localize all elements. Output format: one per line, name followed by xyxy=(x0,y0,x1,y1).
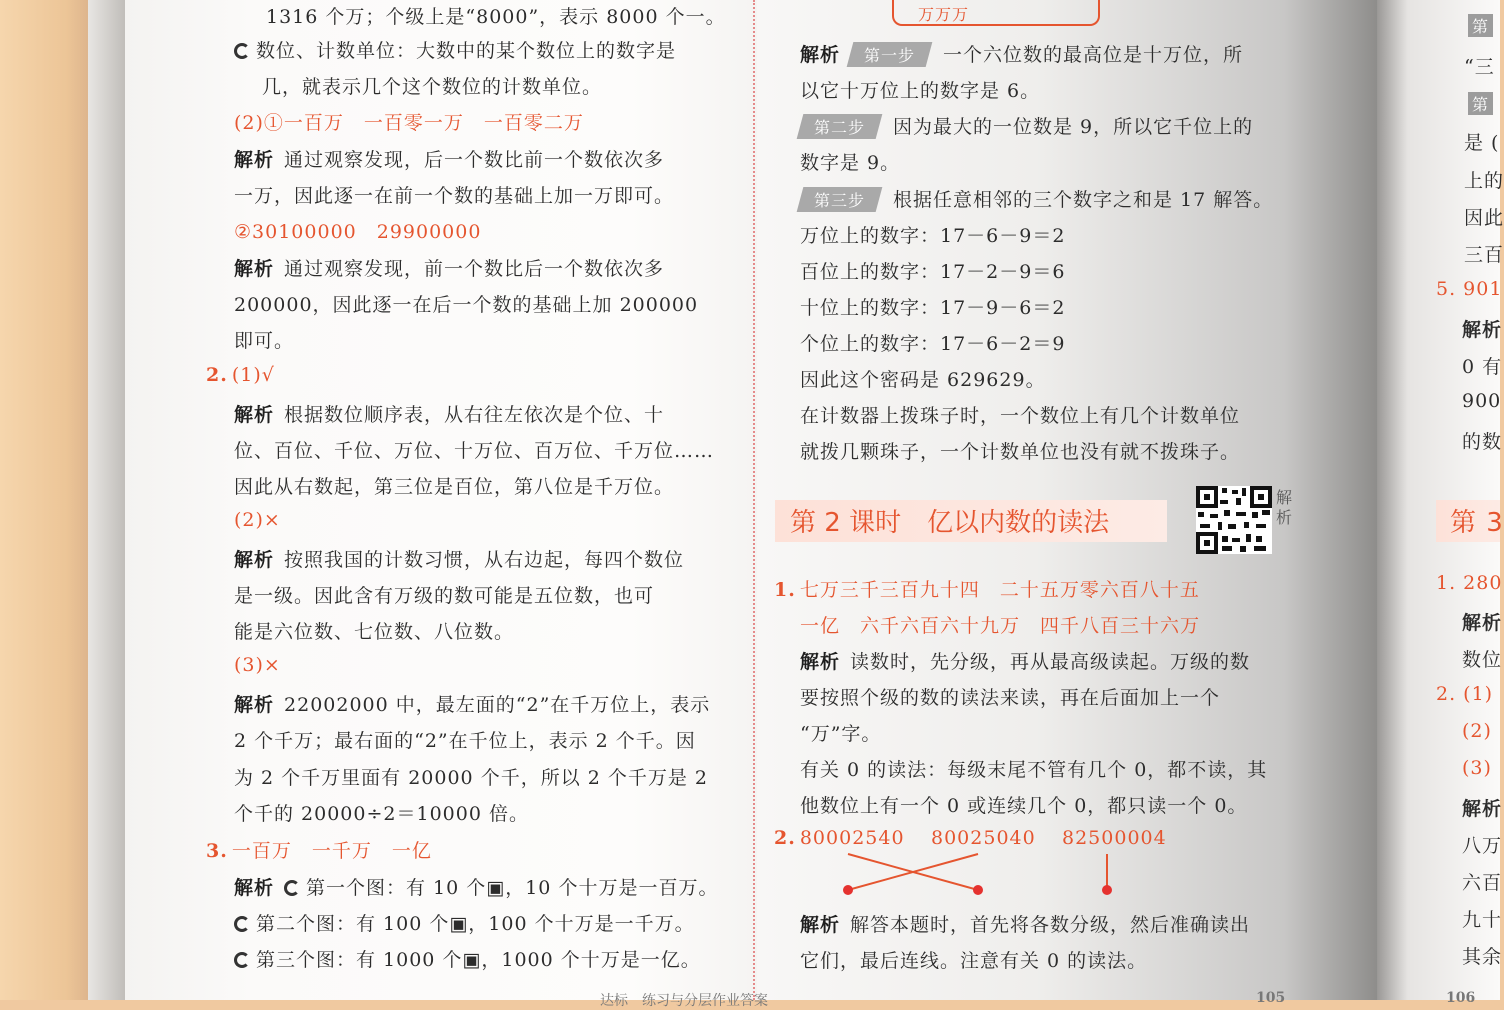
answer-1-2-1: (2)①一百万 一百零一万 一百零二万 xyxy=(234,112,584,134)
right-analysis-label-2: 解析 xyxy=(1462,612,1503,634)
right-line-7: 三百 xyxy=(1464,244,1504,266)
right-answer-2-1: 2. (1) xyxy=(1436,683,1494,705)
number-option-3: 82500004 xyxy=(1062,827,1167,849)
analysis-2-3-a xyxy=(234,690,710,717)
right-line-4: 是 ( xyxy=(1464,132,1500,154)
note-line-b: 就拨几颗珠子，一个计数单位也没有就不拨珠子。 xyxy=(800,441,1241,463)
question-2-answer-1 xyxy=(206,364,275,386)
qr-code-icon[interactable] xyxy=(1196,486,1272,554)
book-edge xyxy=(88,0,128,1000)
calc-line-1: 万位上的数字：17－6－9＝2 xyxy=(800,225,1066,247)
qr-label: 解析 xyxy=(1275,488,1292,527)
right-line-11: 900 xyxy=(1462,390,1502,412)
analysis-label: 解析 xyxy=(234,258,275,280)
right-line-21: 八万 xyxy=(1462,835,1503,857)
practice-2-analysis-b: 它们，最后连线。注意有关 0 的读法。 xyxy=(800,950,1148,972)
cycle-icon xyxy=(284,880,300,896)
cycle-icon xyxy=(234,916,250,932)
analysis-2-1-c: 因此从右数起，第三位是百位，第八位是千万位。 xyxy=(234,476,675,498)
right-line-22: 六百 xyxy=(1462,872,1503,894)
analysis-label: 解析 xyxy=(234,149,275,171)
step-1-text: 一个六位数的最高位是十万位，所 xyxy=(943,44,1244,66)
right-analysis-label-1: 解析 xyxy=(1462,319,1503,341)
practice-2-analysis-a xyxy=(800,910,1250,937)
step-2-line-b: 数字是 9。 xyxy=(800,152,901,174)
analysis-text: 通过观察发现，前一个数比后一个数依次多 xyxy=(284,258,665,280)
number-option-2: 80025040 xyxy=(931,827,1036,849)
answer-text: (1)√ xyxy=(231,364,275,386)
question-number: 2. xyxy=(774,827,796,849)
analysis-label: 解析 xyxy=(800,44,841,66)
concept-line-a xyxy=(234,36,676,63)
answer-text: 一百万 一千万 一亿 xyxy=(231,840,432,862)
right-line-24: 其余 xyxy=(1462,946,1503,968)
analysis-1-2-2-a xyxy=(234,254,664,281)
analysis-text: 按照我国的计数习惯，从右边起，每四个数位 xyxy=(284,549,685,571)
matching-lines xyxy=(830,850,1130,900)
number-option-1: 80002540 xyxy=(799,827,905,849)
step-1-badge xyxy=(847,42,933,67)
practice-1-answer-b: 一亿 六千六百六十九万 四千八百三十六万 xyxy=(800,615,1201,637)
right-answer-1: 1. 280 xyxy=(1436,572,1503,594)
analysis-2-3-c: 为 2 个千万里面有 20000 个千，所以 2 个千万是 2 xyxy=(234,767,708,789)
step-1-line-b: 以它十万位上的数字是 6。 xyxy=(800,80,1041,102)
calc-line-4: 个位上的数字：17－6－2＝9 xyxy=(800,333,1066,355)
analysis-label: 解析 xyxy=(234,404,275,426)
left-line-1: 1316 个万；个级上是“8000”，表示 8000 个一。 xyxy=(266,6,726,28)
answer-text: 七万三千三百九十四 二十五万零六百八十五 xyxy=(799,579,1200,601)
page-number-right: 106 xyxy=(1446,990,1476,1006)
right-line-6: 因此 xyxy=(1464,207,1504,229)
step-3-text: 根据任意相邻的三个数字之和是 17 解答。 xyxy=(893,189,1274,211)
analysis-label: 解析 xyxy=(800,651,841,673)
analysis-text: 通过观察发现，后一个数比前一个数依次多 xyxy=(284,149,665,171)
practice-1-analysis-d: 有关 0 的读法：每级末尾不管有几个 0，都不读，其 xyxy=(800,759,1268,781)
step-2-text: 因为最大的一位数是 9，所以它千位上的 xyxy=(893,116,1254,138)
practice-1-analysis-e: 他数位上有一个 0 或连续几个 0，都只读一个 0。 xyxy=(800,795,1248,817)
analysis-text: 22002000 中，最左面的“2”在千万位上，表示 xyxy=(284,694,711,716)
right-line-2: “三 xyxy=(1464,56,1495,78)
step-2-line-a xyxy=(800,112,1253,139)
step-3-label: 第三步 xyxy=(814,191,866,210)
step-3-line xyxy=(800,185,1273,212)
answer-2-2: (2)× xyxy=(234,509,281,531)
question-number: 1. xyxy=(774,579,796,601)
calc-line-2: 百位上的数字：17－2－9＝6 xyxy=(800,261,1066,283)
analysis-label: 解析 xyxy=(234,549,275,571)
analysis-text: 第三个图：有 1000 个▣，1000 个十万是一亿。 xyxy=(256,949,701,971)
right-answer-2-3: (3) xyxy=(1462,757,1492,779)
practice-1-analysis-a xyxy=(800,647,1250,674)
analysis-3-b xyxy=(234,909,695,936)
practice-1-analysis-c: “万”字。 xyxy=(800,723,882,745)
analysis-2-1-b: 位、百位、千位、万位、十万位、百万位、千万位…… xyxy=(234,440,715,462)
step-3-badge xyxy=(797,187,883,212)
analysis-3-c xyxy=(234,945,701,972)
practice-2-numbers xyxy=(774,827,905,849)
analysis-label: 解析 xyxy=(234,877,275,899)
analysis-label: 解析 xyxy=(234,694,275,716)
right-answer-5: 5. 901 xyxy=(1436,278,1503,300)
right-line-12: 的数 xyxy=(1462,431,1503,453)
analysis-3-a xyxy=(234,873,718,900)
right-line-5: 上的 xyxy=(1464,170,1504,192)
analysis-1-2-2-b: 200000，因此逐一在后一个数的基础上加 200000 xyxy=(234,294,699,316)
step-2-badge xyxy=(797,114,883,139)
right-analysis-label-3: 解析 xyxy=(1462,798,1503,820)
footer-text: 达标 练习与分层作业答案 xyxy=(600,993,768,1009)
concept-text-a: 数位、计数单位：大数中的某个数位上的数字是 xyxy=(256,40,677,62)
question-number: 3. xyxy=(206,840,228,862)
analysis-text: 解答本题时，首先将各数分级，然后准确读出 xyxy=(850,914,1251,936)
right-line-10: 0 有 xyxy=(1462,356,1503,378)
lesson-title: 第 2 课时 亿以内数的读法 xyxy=(790,508,1110,538)
cycle-icon xyxy=(234,952,250,968)
right-step-badge-2: 第 xyxy=(1468,92,1493,115)
analysis-2-2-c: 能是六位数、七位数、八位数。 xyxy=(234,621,515,643)
cycle-icon xyxy=(234,43,250,59)
question-3-answer xyxy=(206,836,432,863)
right-line-16: 数位 xyxy=(1462,649,1503,671)
answer-1-2-2: ②30100000 29900000 xyxy=(234,221,482,243)
conclusion: 因此这个密码是 629629。 xyxy=(800,369,1046,391)
analysis-text: 第二个图：有 100 个▣，100 个十万是一千万。 xyxy=(256,913,695,935)
analysis-text: 根据数位顺序表，从右往左依次是个位、十 xyxy=(284,404,665,426)
analysis-text: 第一个图：有 10 个▣，10 个十万是一百万。 xyxy=(306,877,719,899)
analysis-2-3-d: 个千的 20000÷2＝10000 倍。 xyxy=(234,803,529,825)
analysis-2-3-b: 2 个千万；最右面的“2”在千位上，表示 2 个千。因 xyxy=(234,730,696,752)
analysis-text: 读数时，先分级，再从最高级读起。万级的数 xyxy=(850,651,1251,673)
page-number-mid: 105 xyxy=(1256,990,1286,1006)
right-lesson-title: 第 3 xyxy=(1450,508,1504,538)
analysis-1-2-2-c: 即可。 xyxy=(234,330,295,352)
concept-line-b: 几，就表示几个这个数位的计数单位。 xyxy=(262,76,603,98)
practice-1-answer-a xyxy=(774,575,1200,602)
analysis-1-2-1-b: 一万，因此逐一在前一个数的基础上加一万即可。 xyxy=(234,185,675,207)
right-answer-2-2: (2) xyxy=(1462,720,1492,742)
calc-line-3: 十位上的数字：17－9－6＝2 xyxy=(800,297,1066,319)
step-2-label: 第二步 xyxy=(814,118,866,137)
column-divider xyxy=(753,0,755,1000)
analysis-2-2-b: 是一级。因此含有万级的数可能是五位数，也可 xyxy=(234,585,655,607)
note-line-a: 在计数器上拨珠子时，一个数位上有几个计数单位 xyxy=(800,405,1241,427)
right-line-23: 九十 xyxy=(1462,909,1503,931)
question-number: 2. xyxy=(206,364,228,386)
analysis-1-2-1-a xyxy=(234,145,664,172)
practice-1-analysis-b: 要按照个级的数的读法来读，再在后面加上一个 xyxy=(800,687,1221,709)
analysis-2-2-a xyxy=(234,545,684,572)
step-1-line-a xyxy=(800,40,1243,67)
step-1-label: 第一步 xyxy=(864,46,916,65)
analysis-label: 解析 xyxy=(800,914,841,936)
answer-2-3: (3)× xyxy=(234,654,281,676)
desk-background xyxy=(0,0,95,1000)
right-step-badge-1: 第 xyxy=(1468,14,1493,37)
analysis-2-1-a xyxy=(234,400,664,427)
top-box-text: 万万万 xyxy=(918,5,970,24)
